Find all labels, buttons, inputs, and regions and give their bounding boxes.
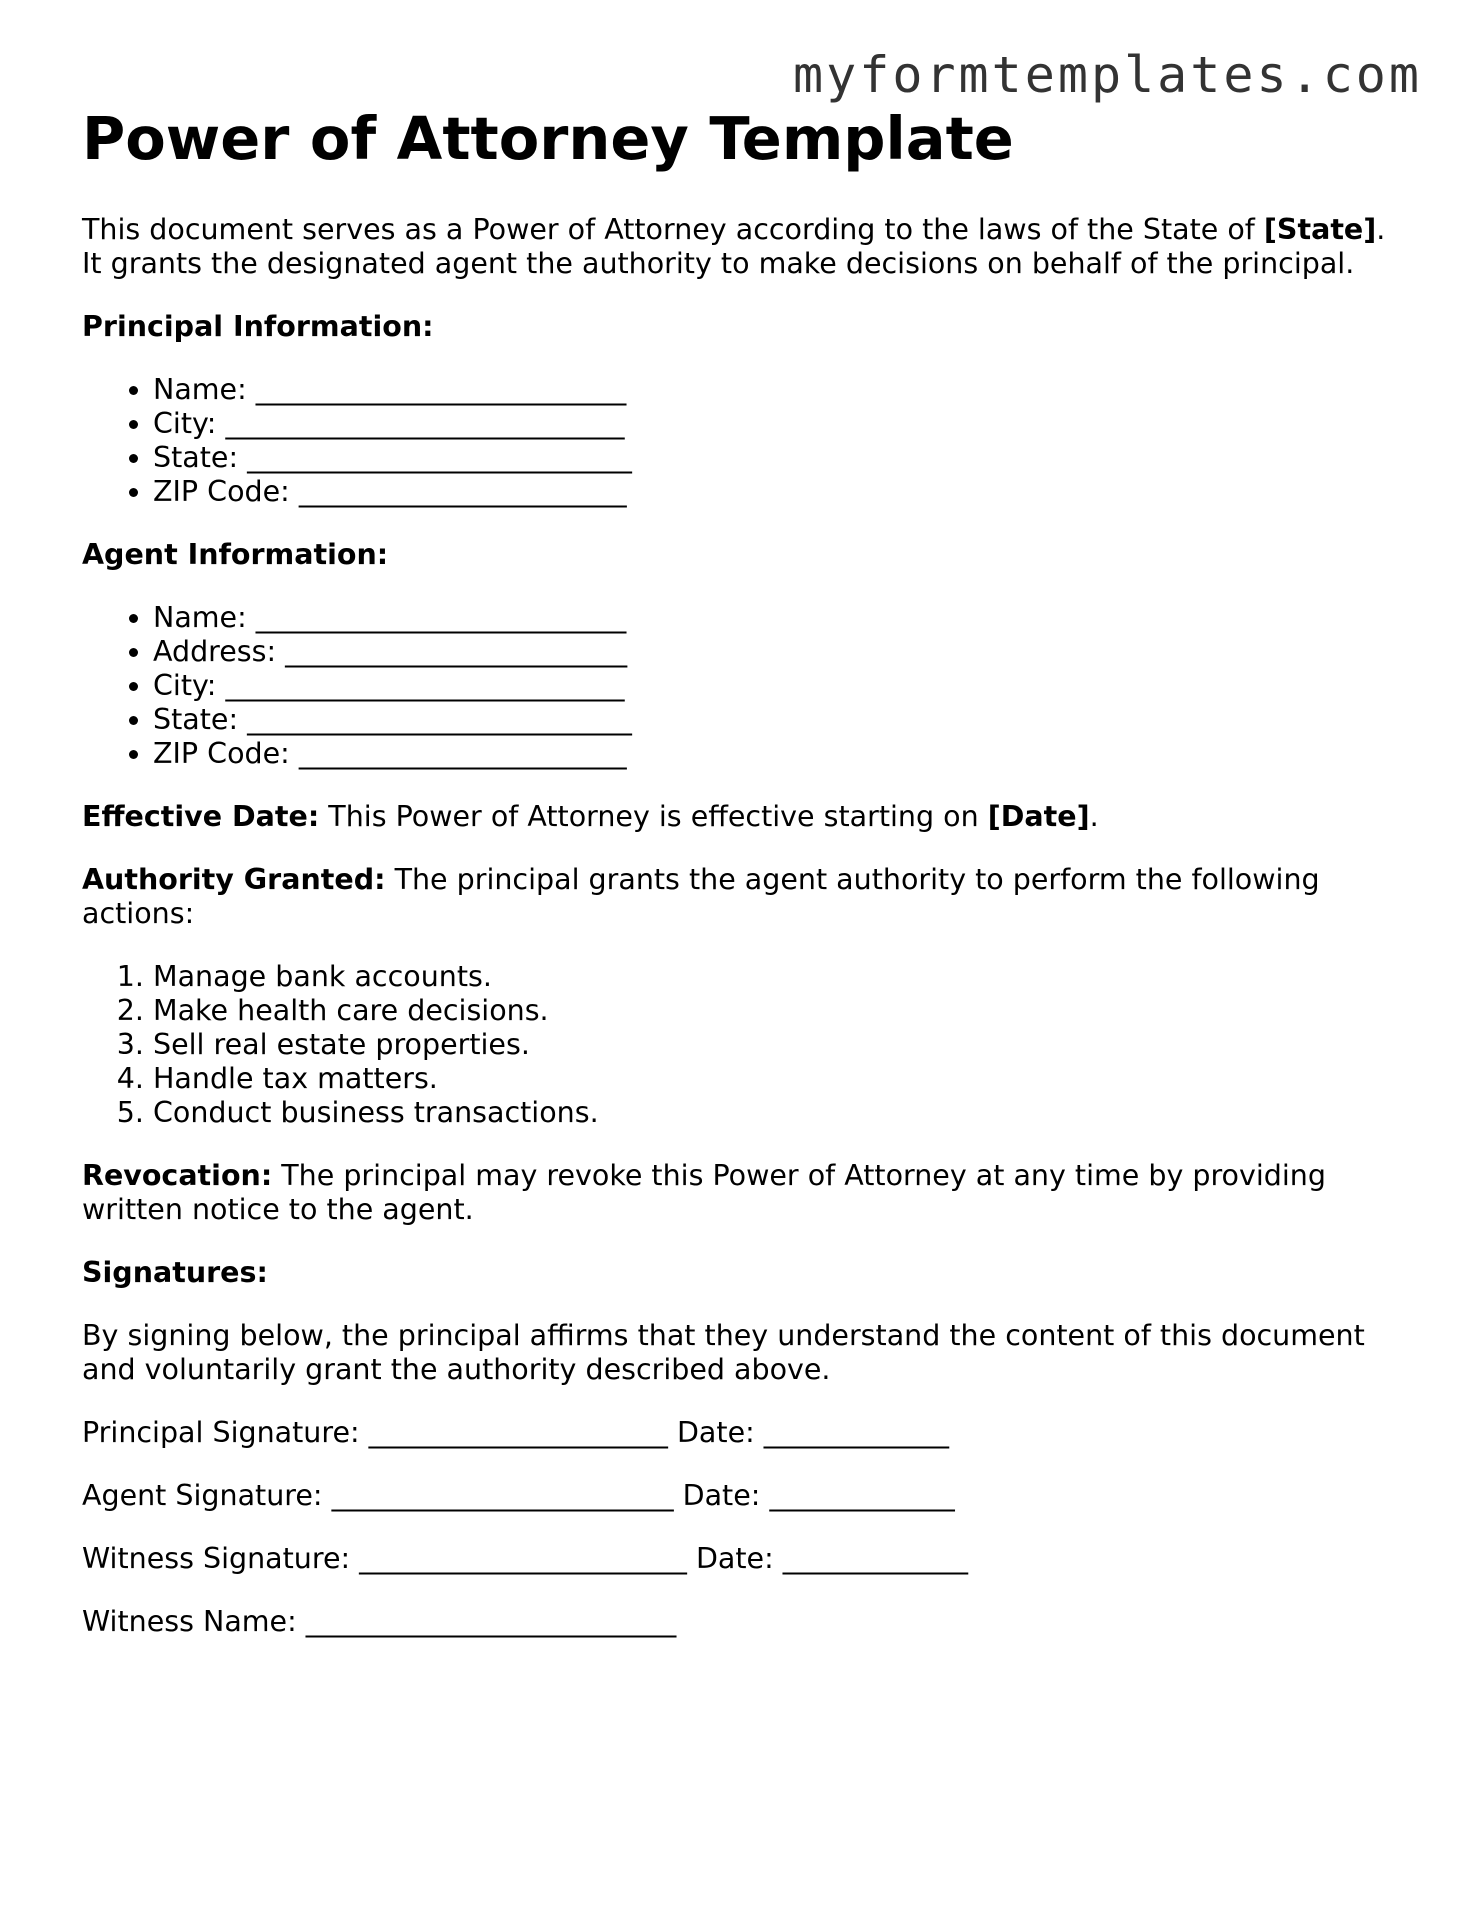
agent-state-field <box>153 703 1412 737</box>
revocation-paragraph <box>82 1159 1412 1227</box>
principal-zip-field <box>153 475 1412 509</box>
fill-in-blank[interactable]: ________________________ <box>285 635 628 668</box>
agent-name-field <box>153 601 1412 635</box>
intro-paragraph <box>82 213 1412 281</box>
document-body <box>82 213 1412 1668</box>
revocation-label: Revocation: <box>82 1159 273 1192</box>
witness-signature-line <box>82 1542 1412 1576</box>
field-label: City: <box>153 407 217 440</box>
state-placeholder: [State] <box>1263 213 1377 246</box>
effective-date-label: Effective Date: <box>82 800 320 833</box>
principal-state-field <box>153 441 1412 475</box>
authority-paragraph <box>82 863 1412 931</box>
authority-item: 4. Handle tax matters. <box>153 1062 1412 1096</box>
principal-fields-list <box>82 373 1412 509</box>
effective-date-text: This Power of Attorney is effective starting on <box>319 800 988 833</box>
authority-label: Authority Granted: <box>82 863 386 896</box>
witness-name-blank[interactable]: __________________________ <box>305 1605 677 1638</box>
agent-fields-list <box>82 601 1412 771</box>
principal-city-field <box>153 407 1412 441</box>
field-label: Address: <box>153 635 277 668</box>
signature-blank[interactable]: _____________________ <box>368 1416 668 1449</box>
agent-signature-line <box>82 1479 1412 1513</box>
signatures-statement: By signing below, the principal affirms that they understand the content of this document and voluntarily grant the authority described above. <box>82 1319 1365 1386</box>
effective-date-paragraph <box>82 800 1412 834</box>
authority-text: The principal grants the agent authority to perform the following actions: <box>82 863 1320 930</box>
field-label: Name: <box>153 601 247 634</box>
page-title: Power of Attorney Template <box>82 104 1014 173</box>
fill-in-blank[interactable]: __________________________ <box>255 601 627 634</box>
signatures-heading-text: Signatures: <box>82 1256 268 1289</box>
agent-heading-text: Agent Information: <box>82 538 389 571</box>
site-watermark: myformtemplates.com <box>793 46 1422 104</box>
signatures-heading <box>82 1256 1412 1290</box>
intro-text-1: This document serves as a Power of Attorney according to the laws of the State of <box>82 213 1264 246</box>
field-label: Name: <box>153 373 247 406</box>
fill-in-blank[interactable]: ___________________________ <box>247 703 632 736</box>
signature-blank[interactable]: ________________________ <box>331 1479 674 1512</box>
field-label: City: <box>153 669 217 702</box>
agent-address-field <box>153 635 1412 669</box>
principal-heading-text: Principal Information: <box>82 310 434 343</box>
date-label: Date: <box>682 1479 761 1512</box>
date-blank[interactable]: _____________ <box>769 1479 955 1512</box>
authority-actions-list <box>82 960 1412 1130</box>
fill-in-blank[interactable]: _______________________ <box>298 737 627 770</box>
agent-city-field <box>153 669 1412 703</box>
signature-label: Witness Signature: <box>82 1542 351 1575</box>
witness-name-label: Witness Name: <box>82 1605 297 1638</box>
principal-name-field <box>153 373 1412 407</box>
authority-item: 5. Conduct business transactions. <box>153 1096 1412 1130</box>
signature-label: Agent Signature: <box>82 1479 323 1512</box>
principal-heading <box>82 310 1412 344</box>
witness-name-line <box>82 1605 1412 1639</box>
agent-heading <box>82 538 1412 572</box>
date-placeholder: [Date] <box>987 800 1090 833</box>
fill-in-blank[interactable]: ____________________________ <box>225 407 625 440</box>
fill-in-blank[interactable]: ___________________________ <box>247 441 632 474</box>
agent-zip-field <box>153 737 1412 771</box>
principal-signature-line <box>82 1416 1412 1450</box>
date-label: Date: <box>676 1416 755 1449</box>
fill-in-blank[interactable]: ____________________________ <box>225 669 625 702</box>
fill-in-blank[interactable]: __________________________ <box>255 373 627 406</box>
authority-item: 3. Sell real estate properties. <box>153 1028 1412 1062</box>
effective-date-end: . <box>1089 800 1099 833</box>
revocation-text: The principal may revoke this Power of Attorney at any time by providing written notice to the agent. <box>82 1159 1326 1226</box>
field-label: ZIP Code: <box>153 475 290 508</box>
authority-item: 2. Make health care decisions. <box>153 994 1412 1028</box>
field-label: State: <box>153 441 239 474</box>
fill-in-blank[interactable]: _______________________ <box>298 475 627 508</box>
signature-blank[interactable]: _______________________ <box>359 1542 687 1575</box>
signature-label: Principal Signature: <box>82 1416 360 1449</box>
field-label: State: <box>153 703 239 736</box>
date-label: Date: <box>695 1542 774 1575</box>
date-blank[interactable]: _____________ <box>782 1542 969 1575</box>
field-label: ZIP Code: <box>153 737 290 770</box>
intro-text-2: . It grants the designated agent the authority to make decisions on behalf of the principal. <box>82 213 1386 280</box>
authority-item: 1. Manage bank accounts. <box>153 960 1412 994</box>
date-blank[interactable]: _____________ <box>763 1416 950 1449</box>
